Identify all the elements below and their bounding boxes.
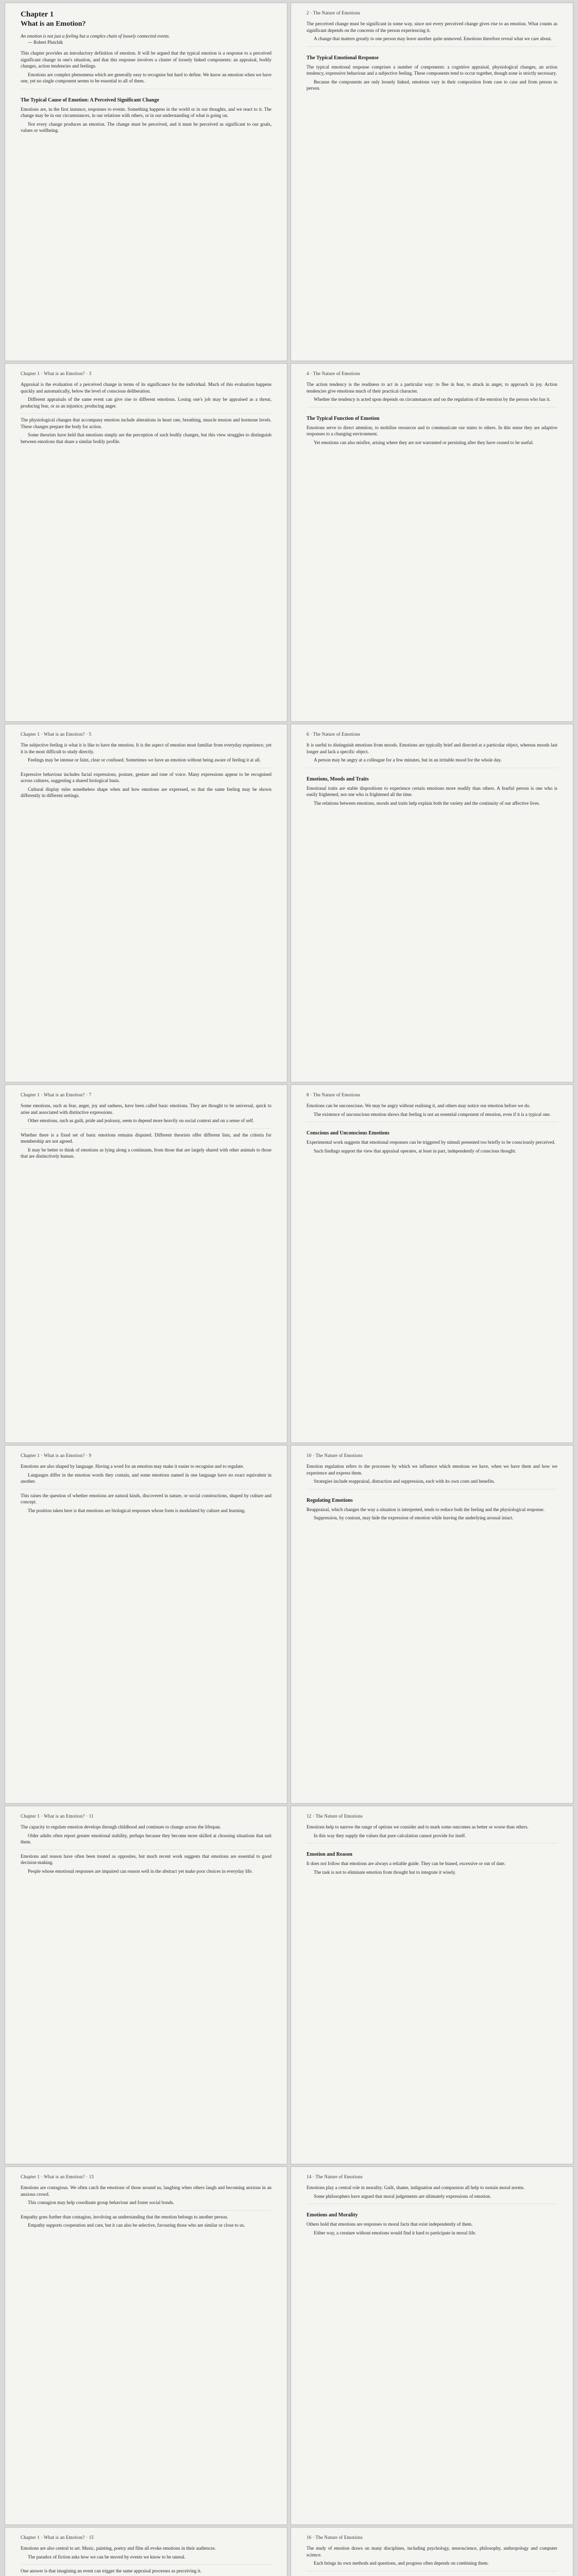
page-sections <box>307 1824 557 1875</box>
running-head: 12 · The Nature of Emotions <box>307 1814 363 1819</box>
body-paragraph: The typical emotional response comprises a number of components: a cognitive appraisal, physiological changes, an action tendency, expressive behaviour and a subjective feeling. These components tend to occur together, though none is strictly necessary. <box>307 64 557 76</box>
running-head: Chapter 1 · What is an Emotion? · 15 <box>21 2535 94 2540</box>
text-block <box>21 50 271 84</box>
page-sections <box>307 742 557 806</box>
body-paragraph: Empathy goes further than contagion, involving an understanding that the emotion belongs to another person. <box>21 2214 228 2219</box>
text-block <box>21 1463 271 1485</box>
body-paragraph: In this way they supply the values that pure calculation cannot provide for itself. <box>314 1833 466 1838</box>
text-block <box>307 1824 557 1839</box>
text-block <box>21 413 271 445</box>
document-page <box>291 2167 573 2524</box>
body-paragraph: Emotions are also central to art. Music, painting, poetry and film all evoke emotions in their audiences. <box>21 2546 216 2551</box>
body-paragraph: Cultural display rules nonetheless shape when and how emotions are expressed, so that the same feeling may be shown differently in different settings. <box>21 786 271 799</box>
running-head: 16 · The Nature of Emotions <box>307 2535 363 2540</box>
page-sections <box>307 21 557 92</box>
body-paragraph: Whether there is a fixed set of basic emotions remains disputed. Different theorists offer different lists, and the criteria for membership are not agreed. <box>21 1132 271 1144</box>
document-page <box>5 2528 287 2576</box>
page-sections <box>21 50 271 134</box>
section-heading: Emotions and Morality <box>307 2212 358 2218</box>
document-page <box>291 3 573 361</box>
text-block <box>21 1489 271 1514</box>
document-page <box>291 1446 573 1803</box>
text-block <box>21 768 271 799</box>
document-page <box>5 364 287 721</box>
text-block <box>307 21 557 42</box>
document-page <box>291 1806 573 2164</box>
section-heading: The Typical Function of Emotion <box>307 415 380 421</box>
body-paragraph: The study of emotion draws on many disciplines, including psychology, neuroscience, philosophy, anthropology and computer science. <box>307 2546 557 2557</box>
body-paragraph: Appraisal is the evaluation of a perceived change in terms of its significance for the individual. Much of this evaluation happens quickly and automatically, below the level of conscious deliberation. <box>21 382 271 394</box>
running-head: Chapter 1 · What is an Emotion? · 5 <box>21 732 92 737</box>
running-head: 8 · The Nature of Emotions <box>307 1092 361 1097</box>
body-paragraph: Emotions play a central role in morality. Guilt, shame, indignation and compassion all help to sustain moral norms. <box>307 2185 525 2190</box>
page-sections <box>307 381 557 446</box>
running-head: 14 · The Nature of Emotions <box>307 2174 363 2179</box>
text-block <box>21 1128 271 1160</box>
body-paragraph: Reappraisal, which changes the way a situation is interpreted, tends to reduce both the feeling and the physiological response. <box>307 1506 545 1512</box>
body-paragraph: Others hold that emotions are responses to moral facts that exist independently of them. <box>307 2222 473 2227</box>
body-paragraph: The physiological changes that accompany emotion include alterations in heart rate, breathing, muscle tension and hormone levels. These changes prepare the body for action. <box>21 417 271 429</box>
epigraph-source: — Robert Plutchik <box>28 40 63 45</box>
text-block <box>21 2545 271 2560</box>
body-paragraph: Emotion regulation refers to the processes by which we influence which emotions we have, when we have them and how we experience and express them. <box>307 1464 557 1476</box>
body-paragraph: This chapter provides an introductory definition of emotion. It will be argued that the typical emotion is a response to a perceived significant change in one's situation, and that this response involves a cluster of loosely linked components: an appraisal, bodily changes, action tendencies and feelings. <box>21 50 271 69</box>
body-paragraph: A change that matters greatly to one person may leave another quite unmoved. Emotions therefore reveal what we care about. <box>314 36 552 42</box>
body-paragraph: The position taken here is that emotions are biological responses whose form is modulated by culture and learning. <box>28 1507 246 1513</box>
page-sections <box>21 1463 271 1514</box>
text-block <box>307 2571 557 2576</box>
text-block <box>21 1824 271 1845</box>
body-paragraph: Some emotions, such as fear, anger, joy and sadness, have been called basic emotions. They are thought to be universal, quick to arise and associated with distinctive expressions. <box>21 1103 271 1115</box>
section-heading: Conscious and Unconscious Emotions <box>307 1130 389 1137</box>
page-sections <box>21 2184 271 2229</box>
page-sections <box>307 2184 557 2236</box>
page-sections <box>21 1103 271 1160</box>
body-paragraph: Emotions can be unconscious. We may be angry without realising it, and others may notice our emotion before we do. <box>307 1103 531 1108</box>
body-paragraph: Different appraisals of the same event can give rise to different emotions. Losing one's job may be appraised as a threat, producing fear, or as an injustice, producing anger. <box>21 397 271 409</box>
body-paragraph: Other emotions, such as guilt, pride and jealousy, seem to depend more heavily on social context and on a sense of self. <box>28 1118 254 1124</box>
document-page <box>5 2167 287 2524</box>
text-block <box>307 2545 557 2567</box>
body-paragraph: Because the components are only loosely linked, emotions vary in their composition from case to case and from person to person. <box>307 79 557 91</box>
body-paragraph: The relations between emotions, moods and traits help explain both the variety and the continuity of our affective lives. <box>314 800 540 806</box>
document-page <box>5 1806 287 2164</box>
body-paragraph: Suppression, by contrast, may hide the expression of emotion while leaving the underlying arousal intact. <box>314 1515 514 1521</box>
text-block <box>307 1843 557 1875</box>
text-block <box>21 381 271 409</box>
body-paragraph: It is useful to distinguish emotions from moods. Emotions are typically brief and directed at a particular object, whereas moods last longer and lack a specific object. <box>307 742 557 754</box>
body-paragraph: Not every change produces an emotion. The change must be perceived, and it must be perceived as significant to our goals, values or wellbeing. <box>21 121 271 133</box>
running-head: Chapter 1 · What is an Emotion? · 3 <box>21 371 92 376</box>
running-head: 10 · The Nature of Emotions <box>307 1453 363 1458</box>
page-sections <box>21 2545 271 2576</box>
text-block <box>307 407 557 446</box>
chapter-title: What is an Emotion? <box>21 20 86 28</box>
body-paragraph: Some philosophers have argued that moral judgements are ultimately expressions of emotion. <box>314 2193 491 2199</box>
body-paragraph: Such findings support the view that appraisal operates, at least in part, independently of conscious thought. <box>314 1148 516 1154</box>
text-block <box>307 1463 557 1485</box>
body-paragraph: This raises the question of whether emotions are natural kinds, discovered in nature, or social constructions, shaped by culture and concept. <box>21 1493 271 1505</box>
section-heading: The Typical Emotional Response <box>307 55 379 61</box>
document-page <box>5 1446 287 1803</box>
text-block <box>307 768 557 807</box>
body-paragraph: One answer is that imagining an event can trigger the same appraisal processes as perceiving it. <box>21 2568 202 2574</box>
body-paragraph: The action tendency is the readiness to act in a particular way: to flee in fear, to attack in anger, to approach in joy. Action tendencies give emotions much of their practical character. <box>307 382 557 394</box>
body-paragraph: The subjective feeling is what it is like to have the emotion. It is the aspect of emotion most familiar from everyday experience, yet it is the most difficult to study directly. <box>21 742 271 754</box>
body-paragraph: The task is not to eliminate emotion from thought but to integrate it wisely. <box>314 1869 456 1875</box>
text-block <box>307 2204 557 2236</box>
body-paragraph: It does not follow that emotions are always a reliable guide. They can be biased, excessive or out of date. <box>307 1861 506 1867</box>
body-paragraph: Emotions are also shaped by language. Having a word for an emotion may make it easier to recognise and to regulate. <box>21 1464 244 1469</box>
text-block <box>307 46 557 92</box>
document-page <box>5 724 287 1082</box>
body-paragraph: A person may be angry at a colleague for a few minutes, but in an irritable mood for the whole day. <box>314 757 502 763</box>
running-head: 4 · The Nature of Emotions <box>307 371 361 376</box>
running-head: Chapter 1 · What is an Emotion? · 13 <box>21 2174 94 2179</box>
section-heading: Regulating Emotions <box>307 1497 353 1503</box>
text-block <box>21 2184 271 2206</box>
body-paragraph: This contagion may help coordinate group behaviour and foster social bonds. <box>28 2200 174 2206</box>
text-block <box>307 1103 557 1117</box>
document-page <box>291 2528 573 2576</box>
body-paragraph: Whether the tendency is acted upon depends on circumstances and on the regulation of the emotion by the person who has it. <box>314 397 551 402</box>
document-page <box>291 364 573 721</box>
page-sections <box>307 2545 557 2576</box>
body-paragraph: Each brings its own methods and questions, and progress often depends on combining them. <box>314 2561 489 2566</box>
body-paragraph: Emotions and reason have often been treated as opposites, but much recent work suggests that emotions are essential to good decision-making. <box>21 1853 271 1866</box>
body-paragraph: People whose emotional responses are impaired can reason well in the abstract yet make poor choices in everyday life. <box>28 1868 253 1874</box>
running-head: Chapter 1 · What is an Emotion? · 11 <box>21 1814 94 1819</box>
text-block <box>21 742 271 764</box>
body-paragraph: Languages differ in the emotion words they contain, and some emotions named in one language have no exact equivalent in another. <box>21 1472 271 1484</box>
section-heading: Emotions, Moods and Traits <box>307 776 369 782</box>
body-paragraph: The perceived change must be significant in some way, since not every perceived change gives rise to an emotion. What counts as significant depends on the concerns of the person experiencing it. <box>307 21 557 33</box>
body-paragraph: It may be better to think of emotions as lying along a continuum, from those that are largely shared with other animals to those that are distinctively human. <box>21 1147 271 1159</box>
text-block <box>307 381 557 403</box>
body-paragraph: Emotions are complex phenomena which are generally easy to recognise but hard to define. We know an emotion when we have one, yet no single component seems to be essential to all of them. <box>21 72 271 84</box>
body-paragraph: Some theorists have held that emotions simply are the perception of such bodily changes, but this view struggles to distinguish between emotions that share a similar bodily profile. <box>21 432 271 444</box>
chapter-label: Chapter 1 <box>21 10 54 19</box>
body-paragraph: The existence of unconscious emotion shows that feeling is not an essential component of emotion, even if it is a typical one. <box>314 1111 551 1117</box>
section-heading: The Typical Cause of Emotion: A Perceived Significant Change <box>21 97 159 103</box>
body-paragraph: The capacity to regulate emotion develops through childhood and continues to change across the lifespan. <box>21 1824 222 1829</box>
text-block <box>21 1850 271 1875</box>
body-paragraph: Emotions help to narrow the range of options we consider and to mark some outcomes as better or worse than others. <box>307 1824 529 1829</box>
page-sections <box>307 1103 557 1154</box>
running-head: Chapter 1 · What is an Emotion? · 7 <box>21 1092 92 1097</box>
page-sections <box>21 1824 271 1874</box>
body-paragraph: Yet emotions can also misfire, arising where they are not warranted or persisting after they have ceased to be useful. <box>314 439 534 445</box>
document-page <box>5 3 287 361</box>
text-block <box>21 2564 271 2576</box>
page-sections <box>307 1463 557 1521</box>
running-head: 2 · The Nature of Emotions <box>307 10 361 15</box>
running-head: Chapter 1 · What is an Emotion? · 9 <box>21 1453 92 1458</box>
running-head: 6 · The Nature of Emotions <box>307 732 361 737</box>
body-paragraph: Experimental work suggests that emotional responses can be triggered by stimuli presented too briefly to be consciously perceived. <box>307 1140 555 1145</box>
body-paragraph: Either way, a creature without emotions would find it hard to participate in moral life. <box>314 2230 477 2235</box>
body-paragraph: Expressive behaviour includes facial expressions, posture, gesture and tone of voice. Many expressions appear to be recognised across cultures, suggesting a shared biological basis. <box>21 771 271 784</box>
body-paragraph: Emotions are contagious. We often catch the emotions of those around us, laughing when others laugh and becoming anxious in an anxious crowd. <box>21 2185 271 2197</box>
text-block <box>307 742 557 764</box>
body-paragraph: The paradox of fiction asks how we can be moved by events we know to be unreal. <box>28 2554 185 2560</box>
epigraph: An emotion is not just a feeling but a complex chain of loosely connected events. <box>21 33 170 39</box>
body-paragraph: Older adults often report greater emotional stability, perhaps because they become more skilled at choosing situations that suit them. <box>21 1833 271 1845</box>
body-paragraph: Strategies include reappraisal, distraction and suppression, each with its own costs and benefits. <box>314 1479 495 1484</box>
document-page <box>5 1085 287 1443</box>
text-block <box>21 89 271 134</box>
body-paragraph: Emotions serve to direct attention, to mobilise resources and to communicate our states to others. In this sense they are adaptive responses to a changing environment. <box>307 425 557 437</box>
body-paragraph: Emotions are, in the first instance, responses to events. Something happens in the world or in our thoughts, and we react to it. The change may be in our circumstances, in our relations with others, or in our understanding of what is going on. <box>21 106 271 118</box>
text-block <box>307 1489 557 1521</box>
page-sections <box>21 742 271 799</box>
text-block <box>21 2210 271 2229</box>
page-sections <box>21 381 271 445</box>
body-paragraph: Empathy supports cooperation and care, but it can also be selective, favouring those who are similar or close to us. <box>28 2223 245 2228</box>
text-block <box>307 2184 557 2199</box>
text-block <box>21 1103 271 1124</box>
page-grid <box>5 3 573 2576</box>
document-page <box>291 1085 573 1443</box>
document-page <box>291 724 573 1082</box>
body-paragraph: Emotional traits are stable dispositions to experience certain emotions more readily than others. A fearful person is one who is easily frightened, not one who is frightened all the time. <box>307 785 557 798</box>
section-heading: Emotion and Reason <box>307 1852 352 1858</box>
text-block <box>307 1122 557 1154</box>
body-paragraph: Feelings may be intense or faint, clear or confused. Sometimes we have an emotion without being aware of feeling it at all. <box>28 757 261 763</box>
